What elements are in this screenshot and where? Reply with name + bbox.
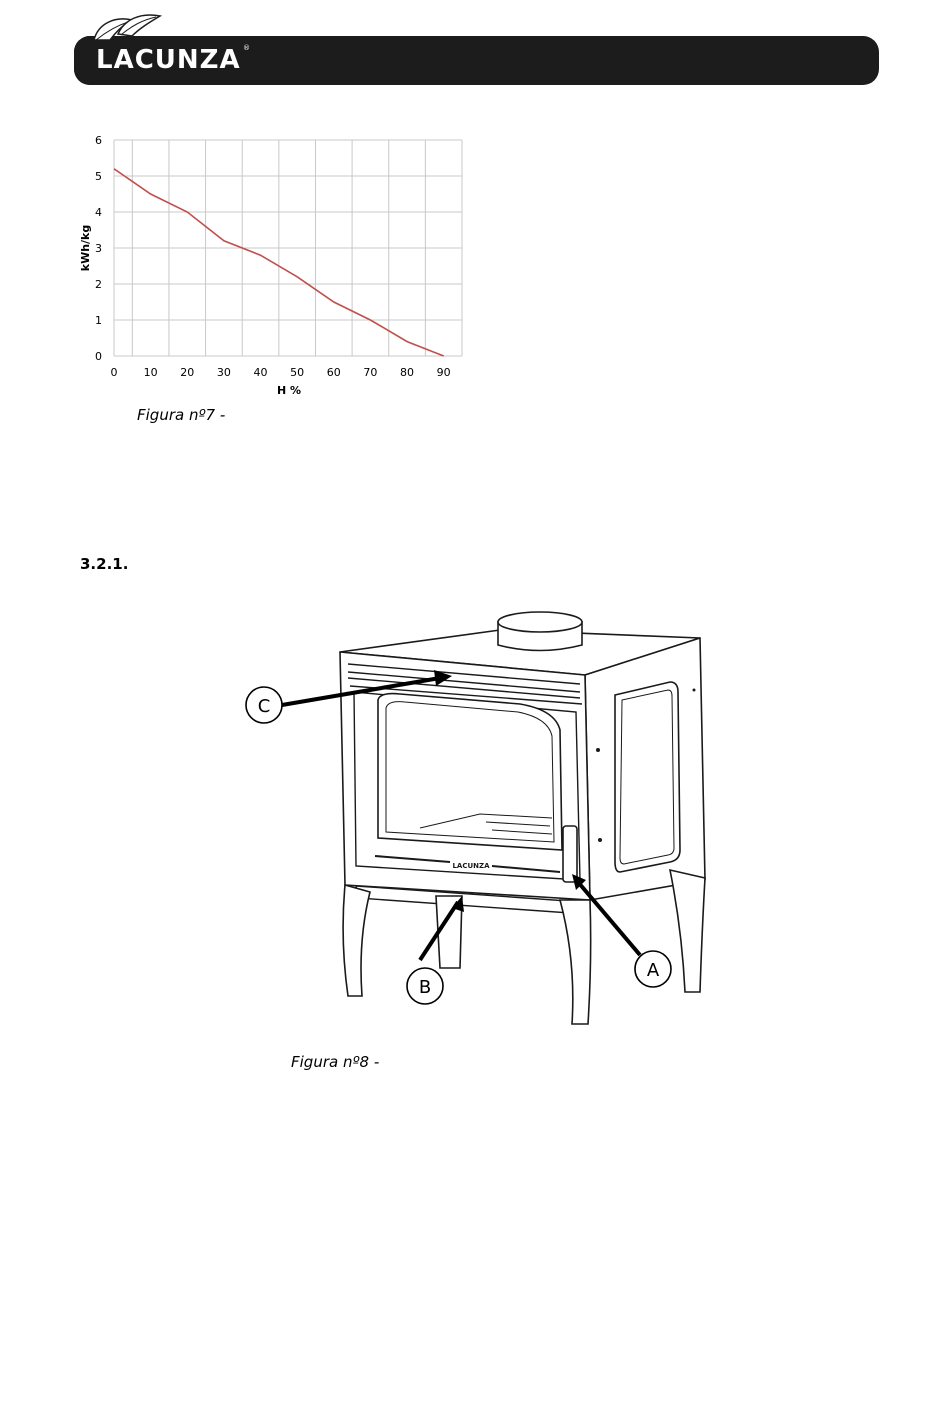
side-window xyxy=(615,682,680,872)
y-tick-label: 1 xyxy=(95,314,102,327)
label-a: A xyxy=(646,960,660,981)
figure7-caption: Figura nº7 - xyxy=(137,406,226,424)
door-logo-text: LACUNZA xyxy=(452,862,490,870)
flue-collar xyxy=(498,612,582,651)
brand-name: LACUNZA xyxy=(96,45,241,75)
x-tick-label: 20 xyxy=(180,366,195,379)
y-tick-label: 4 xyxy=(95,206,102,219)
door-handle xyxy=(563,826,577,882)
x-tick-label: 70 xyxy=(363,366,378,379)
x-tick-label: 60 xyxy=(326,366,341,379)
x-tick-label: 80 xyxy=(400,366,415,379)
x-tick-label: 0 xyxy=(110,366,118,379)
section-number: 3.2.1. xyxy=(80,555,129,573)
x-tick-label: 30 xyxy=(216,366,231,379)
y-axis-label: kWh/kg xyxy=(79,224,92,272)
x-tick-label: 50 xyxy=(290,366,305,379)
chart-ticks xyxy=(95,134,451,379)
y-tick-label: 5 xyxy=(95,170,102,183)
figure8-caption: Figura nº8 - xyxy=(291,1053,380,1071)
label-c-marker xyxy=(246,687,282,723)
registered-mark: ® xyxy=(243,44,250,52)
leaf-icon xyxy=(88,10,168,46)
y-tick-label: 0 xyxy=(95,350,102,363)
label-b: B xyxy=(418,977,432,998)
label-c: C xyxy=(257,696,271,717)
x-tick-label: 90 xyxy=(436,366,451,379)
label-b-marker xyxy=(407,968,443,1004)
y-tick-label: 3 xyxy=(95,242,102,255)
chart-grid xyxy=(114,140,462,356)
x-tick-label: 10 xyxy=(143,366,158,379)
moisture-energy-chart xyxy=(70,125,470,405)
label-a-marker xyxy=(635,951,671,987)
stove-illustration xyxy=(230,600,730,1030)
y-tick-label: 2 xyxy=(95,278,102,291)
x-tick-label: 40 xyxy=(253,366,268,379)
y-tick-label: 6 xyxy=(95,134,102,147)
x-axis-label: H % xyxy=(276,384,302,397)
